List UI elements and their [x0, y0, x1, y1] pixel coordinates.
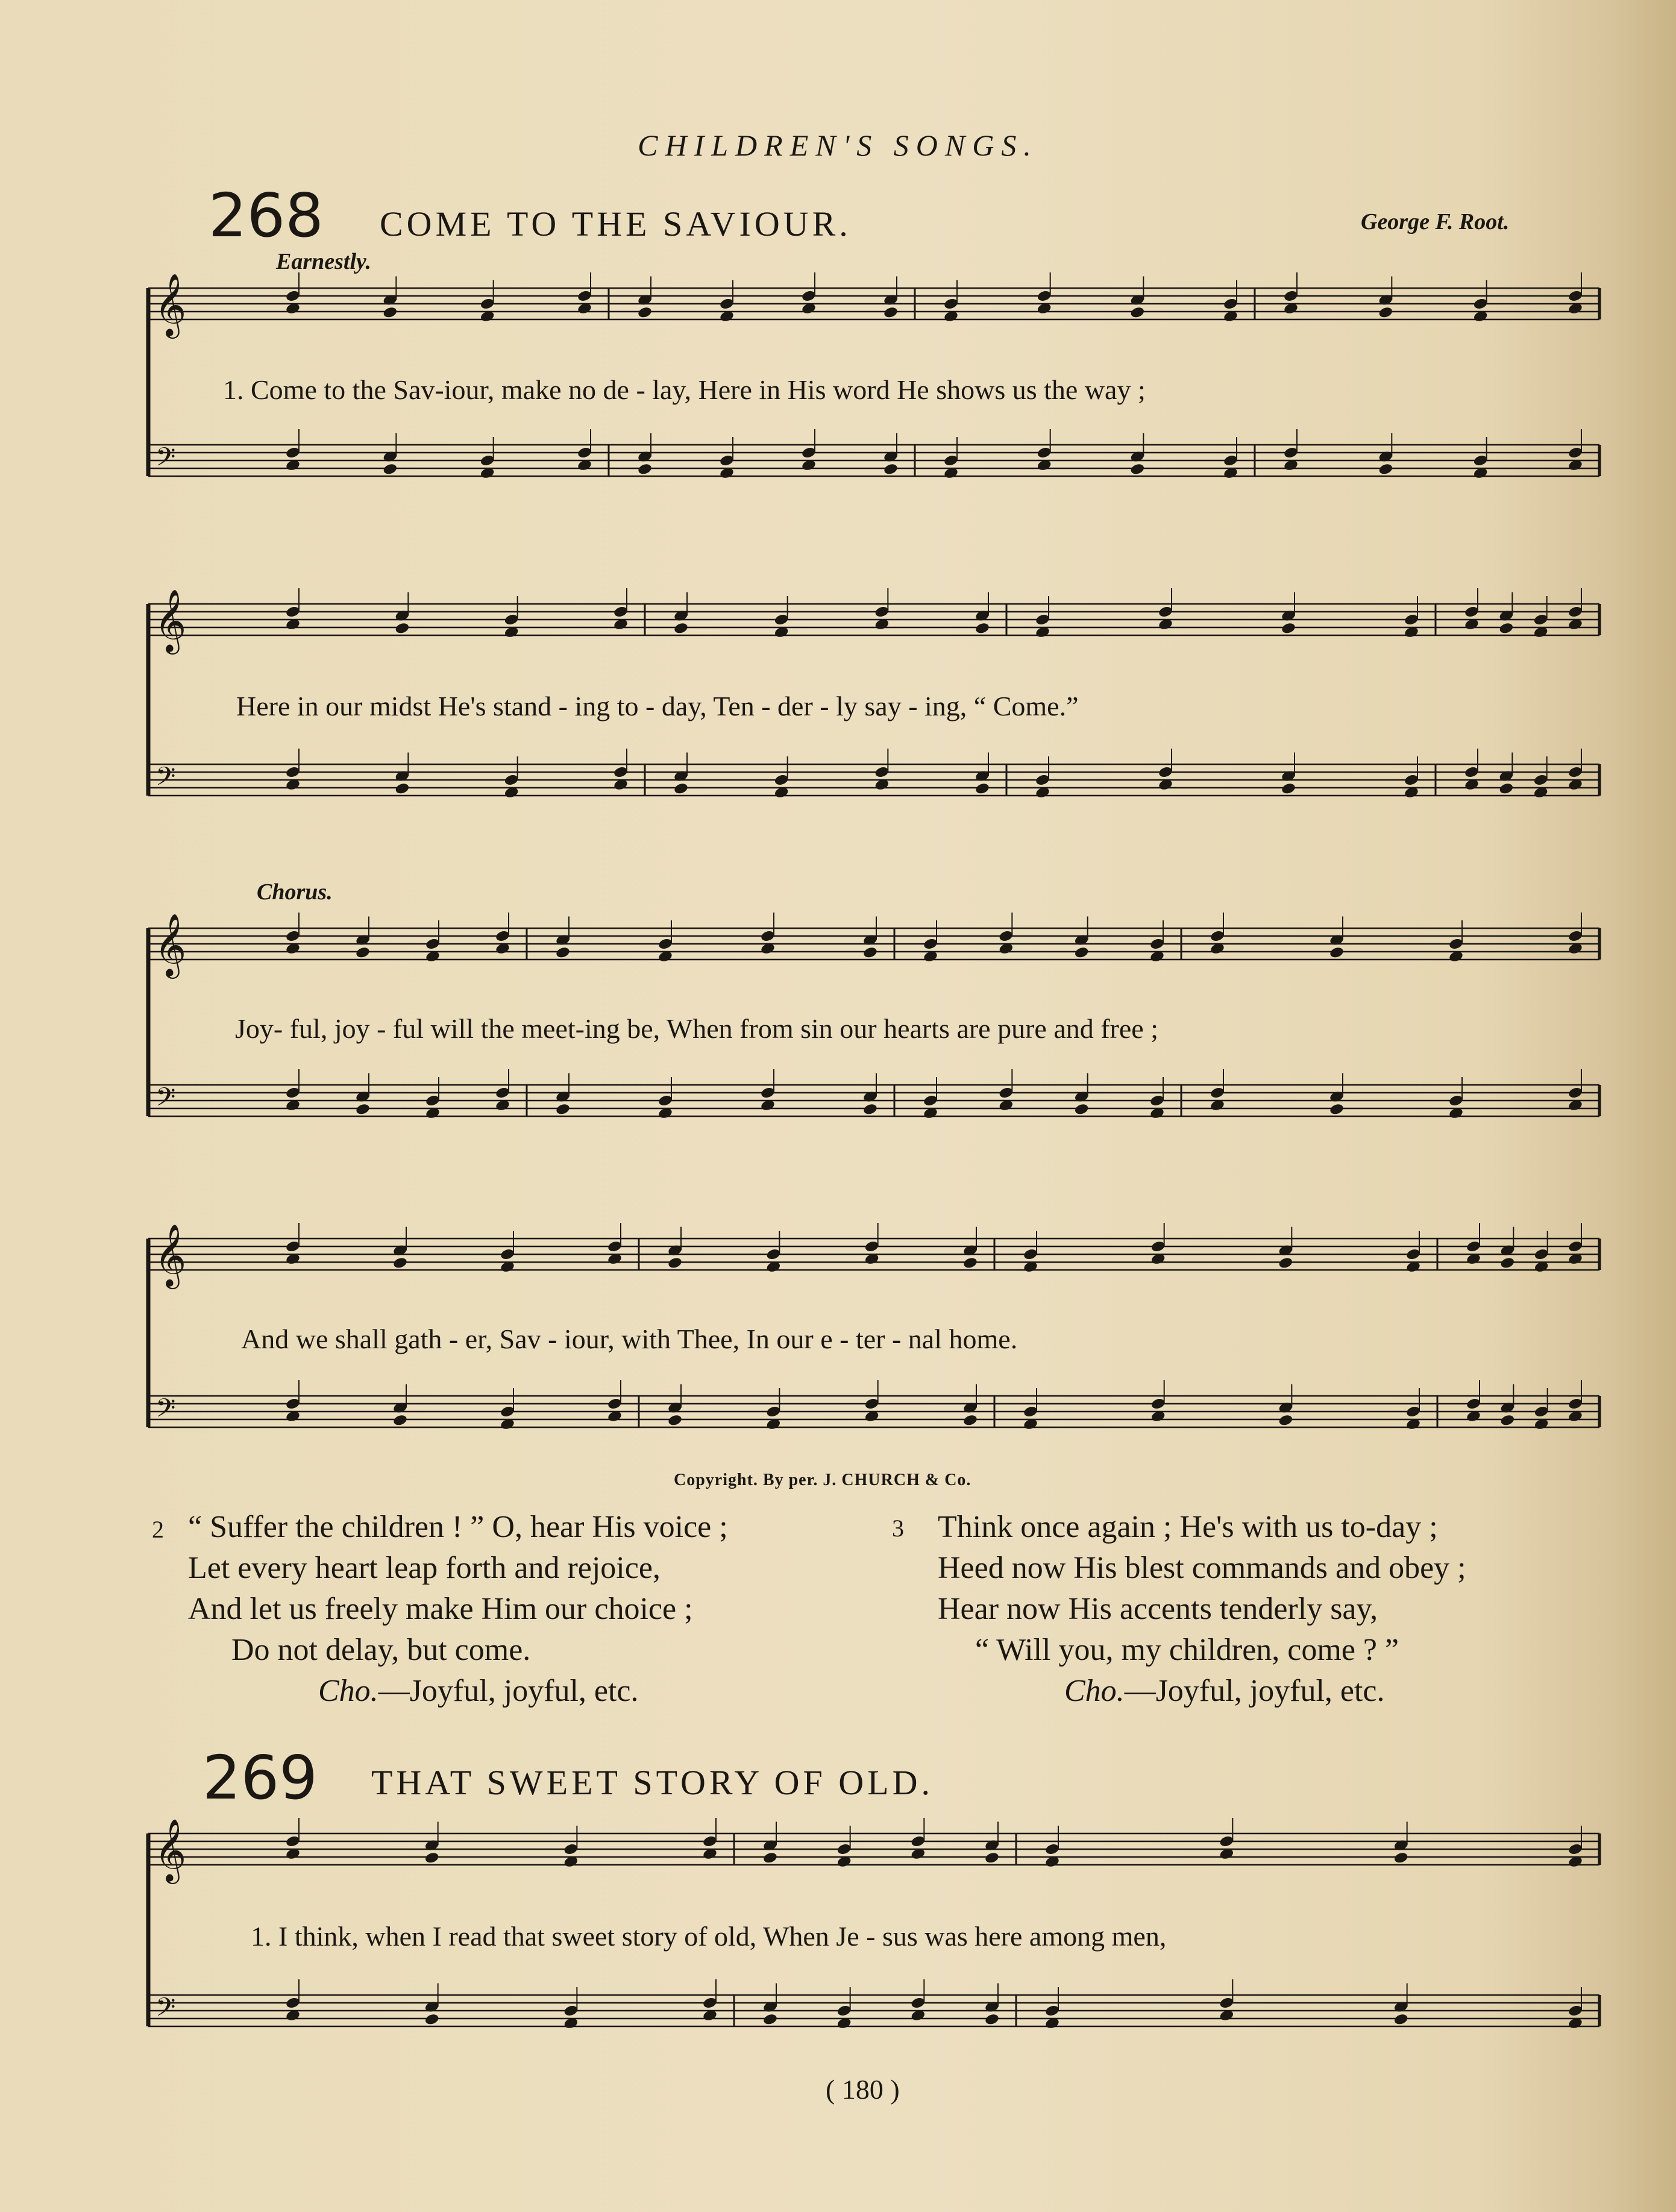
stanza-2-number: 2 [152, 1516, 164, 1543]
system-3-bass-note [1074, 1102, 1090, 1116]
system-1-treble-note [883, 306, 899, 319]
chorus-label: Chorus. [257, 879, 333, 905]
system-4-treble-note [667, 1256, 683, 1269]
system-2-treble-note [975, 621, 990, 635]
system-4-bass-note [392, 1413, 408, 1427]
system-3-bass-clef: 𝄢 [155, 1082, 176, 1119]
system-4-bass-note [1499, 1413, 1515, 1427]
system-2-treble-clef: 𝄞 [154, 589, 187, 652]
stanza-3-line-3: Hear now His accents tenderly say, [938, 1592, 1378, 1626]
system-2-bass-note [975, 782, 990, 795]
system-1-bass-note [883, 462, 899, 476]
system-1-treble-note [382, 306, 398, 319]
stanza-3-line-2: Heed now His blest commands and obey ; [938, 1551, 1466, 1585]
system-269-treble-note [1393, 1851, 1409, 1864]
hymn-number-268: 268 [209, 180, 324, 251]
stanza-3 [938, 1507, 1466, 1712]
system-3-treble-note [355, 946, 371, 959]
stanza-2-line-1: “ Suffer the children ! ” O, hear His voice ; [188, 1510, 728, 1544]
stanza-3-chorus-ref [938, 1671, 1466, 1712]
stanza-3-line-4: “ Will you, my children, come ? ” [975, 1633, 1399, 1667]
stanza-3-line-1: Think once again ; He's with us to-day ; [938, 1510, 1438, 1544]
system-3-treble-clef: 𝄞 [154, 913, 187, 976]
stanza-2-chorus-ref [188, 1671, 728, 1712]
system-269-bass-note [424, 2012, 440, 2026]
system-4-treble-note [1499, 1256, 1515, 1269]
system-1-treble-note [1378, 306, 1393, 319]
system-4-bass-note [667, 1413, 683, 1427]
system-4-treble-note [1278, 1256, 1293, 1269]
hymn-title-269: THAT SWEET STORY OF OLD. [371, 1763, 934, 1802]
system-1-bass-note [1378, 462, 1393, 476]
system-4-treble-clef: 𝄞 [154, 1224, 187, 1287]
system-269-treble-note [984, 1851, 1000, 1864]
system-1-bass-note [637, 462, 653, 476]
system-2-bass-note [1281, 782, 1296, 795]
system-269-bass-note [762, 2012, 778, 2026]
tempo-marking: Earnestly. [276, 249, 371, 274]
stanza-2-line-3: And let us freely make Him our choice ; [188, 1592, 693, 1626]
system-1-treble-clef: 𝄞 [154, 273, 187, 336]
system-2-bass-clef: 𝄢 [155, 762, 176, 798]
system-2-treble-note [1281, 621, 1296, 635]
system-3-treble-note [862, 946, 878, 959]
system-3-treble-note [1329, 946, 1345, 959]
system-269-treble-clef: 𝄞 [154, 1818, 187, 1882]
chorus-abbrev: Cho. [1064, 1674, 1125, 1708]
page-number: ( 180 ) [826, 2074, 900, 2105]
system-3-bass-note [555, 1102, 571, 1116]
system-269-treble-note [424, 1851, 440, 1864]
system-1-treble-note [637, 306, 653, 319]
lyric-line-2: Here in our midst He's stand - ing to - day, Ten - der - ly say - ing, “ Come.” [236, 691, 1079, 721]
hymn-number-269: 269 [202, 1742, 318, 1813]
system-1-bass-note [1129, 462, 1145, 476]
stanza-2-line-4: Do not delay, but come. [231, 1633, 531, 1667]
lyric-line-3: Joy- ful, joy - ful will the meet-ing be, When from sin our hearts are pure and free ; [235, 1013, 1158, 1044]
system-3-bass-note [355, 1102, 371, 1116]
system-2-bass-note [673, 782, 689, 795]
running-head: CHILDREN'S SONGS. [638, 128, 1038, 162]
system-1-bass-clef: 𝄢 [155, 442, 176, 479]
lyric-line-269-1: 1. I think, when I read that sweet story of old, When Je - sus was here among men, [251, 1921, 1167, 1952]
system-2-bass-note [1498, 782, 1514, 795]
system-1-bass-note [382, 462, 398, 476]
chorus-abbrev: Cho. [318, 1674, 378, 1708]
hymn-title-268: COME TO THE SAVIOUR. [380, 204, 852, 244]
system-4-treble-note [962, 1256, 978, 1269]
system-2-bass-note [394, 782, 410, 795]
stanza-3-number: 3 [892, 1515, 904, 1542]
system-3-treble-note [555, 946, 571, 959]
system-269-bass-clef: 𝄢 [155, 1993, 176, 2029]
composer: George F. Root. [1361, 209, 1510, 234]
system-2-treble-note [394, 621, 410, 635]
system-1-treble-note [1129, 306, 1145, 319]
system-4-bass-note [1278, 1413, 1293, 1427]
system-2-treble-note [673, 621, 689, 635]
lyric-line-4: And we shall gath - er, Sav - iour, with Thee, In our e - ter - nal home. [241, 1324, 1018, 1354]
system-269-treble-note [762, 1851, 778, 1864]
system-4-treble-note [392, 1256, 408, 1269]
lyric-line-1: 1. Come to the Sav-iour, make no de - lay, Here in His word He shows us the way ; [223, 374, 1146, 405]
copyright-notice: Copyright. By per. J. CHURCH & Co. [674, 1471, 971, 1489]
system-269-bass-note [1393, 2012, 1409, 2026]
system-2-treble-note [1498, 621, 1514, 635]
chorus-ref-text: —Joyful, joyful, etc. [378, 1674, 639, 1708]
system-3-bass-note [1329, 1102, 1345, 1116]
system-3-treble-note [1074, 946, 1090, 959]
chorus-ref-text: —Joyful, joyful, etc. [1124, 1674, 1385, 1708]
stanza-2-line-2: Let every heart leap forth and rejoice, [188, 1551, 661, 1585]
system-269-bass-note [984, 2012, 1000, 2026]
system-4-bass-clef: 𝄢 [155, 1393, 176, 1430]
system-3-bass-note [862, 1102, 878, 1116]
system-4-bass-note [962, 1413, 978, 1427]
stanza-2 [188, 1507, 728, 1712]
